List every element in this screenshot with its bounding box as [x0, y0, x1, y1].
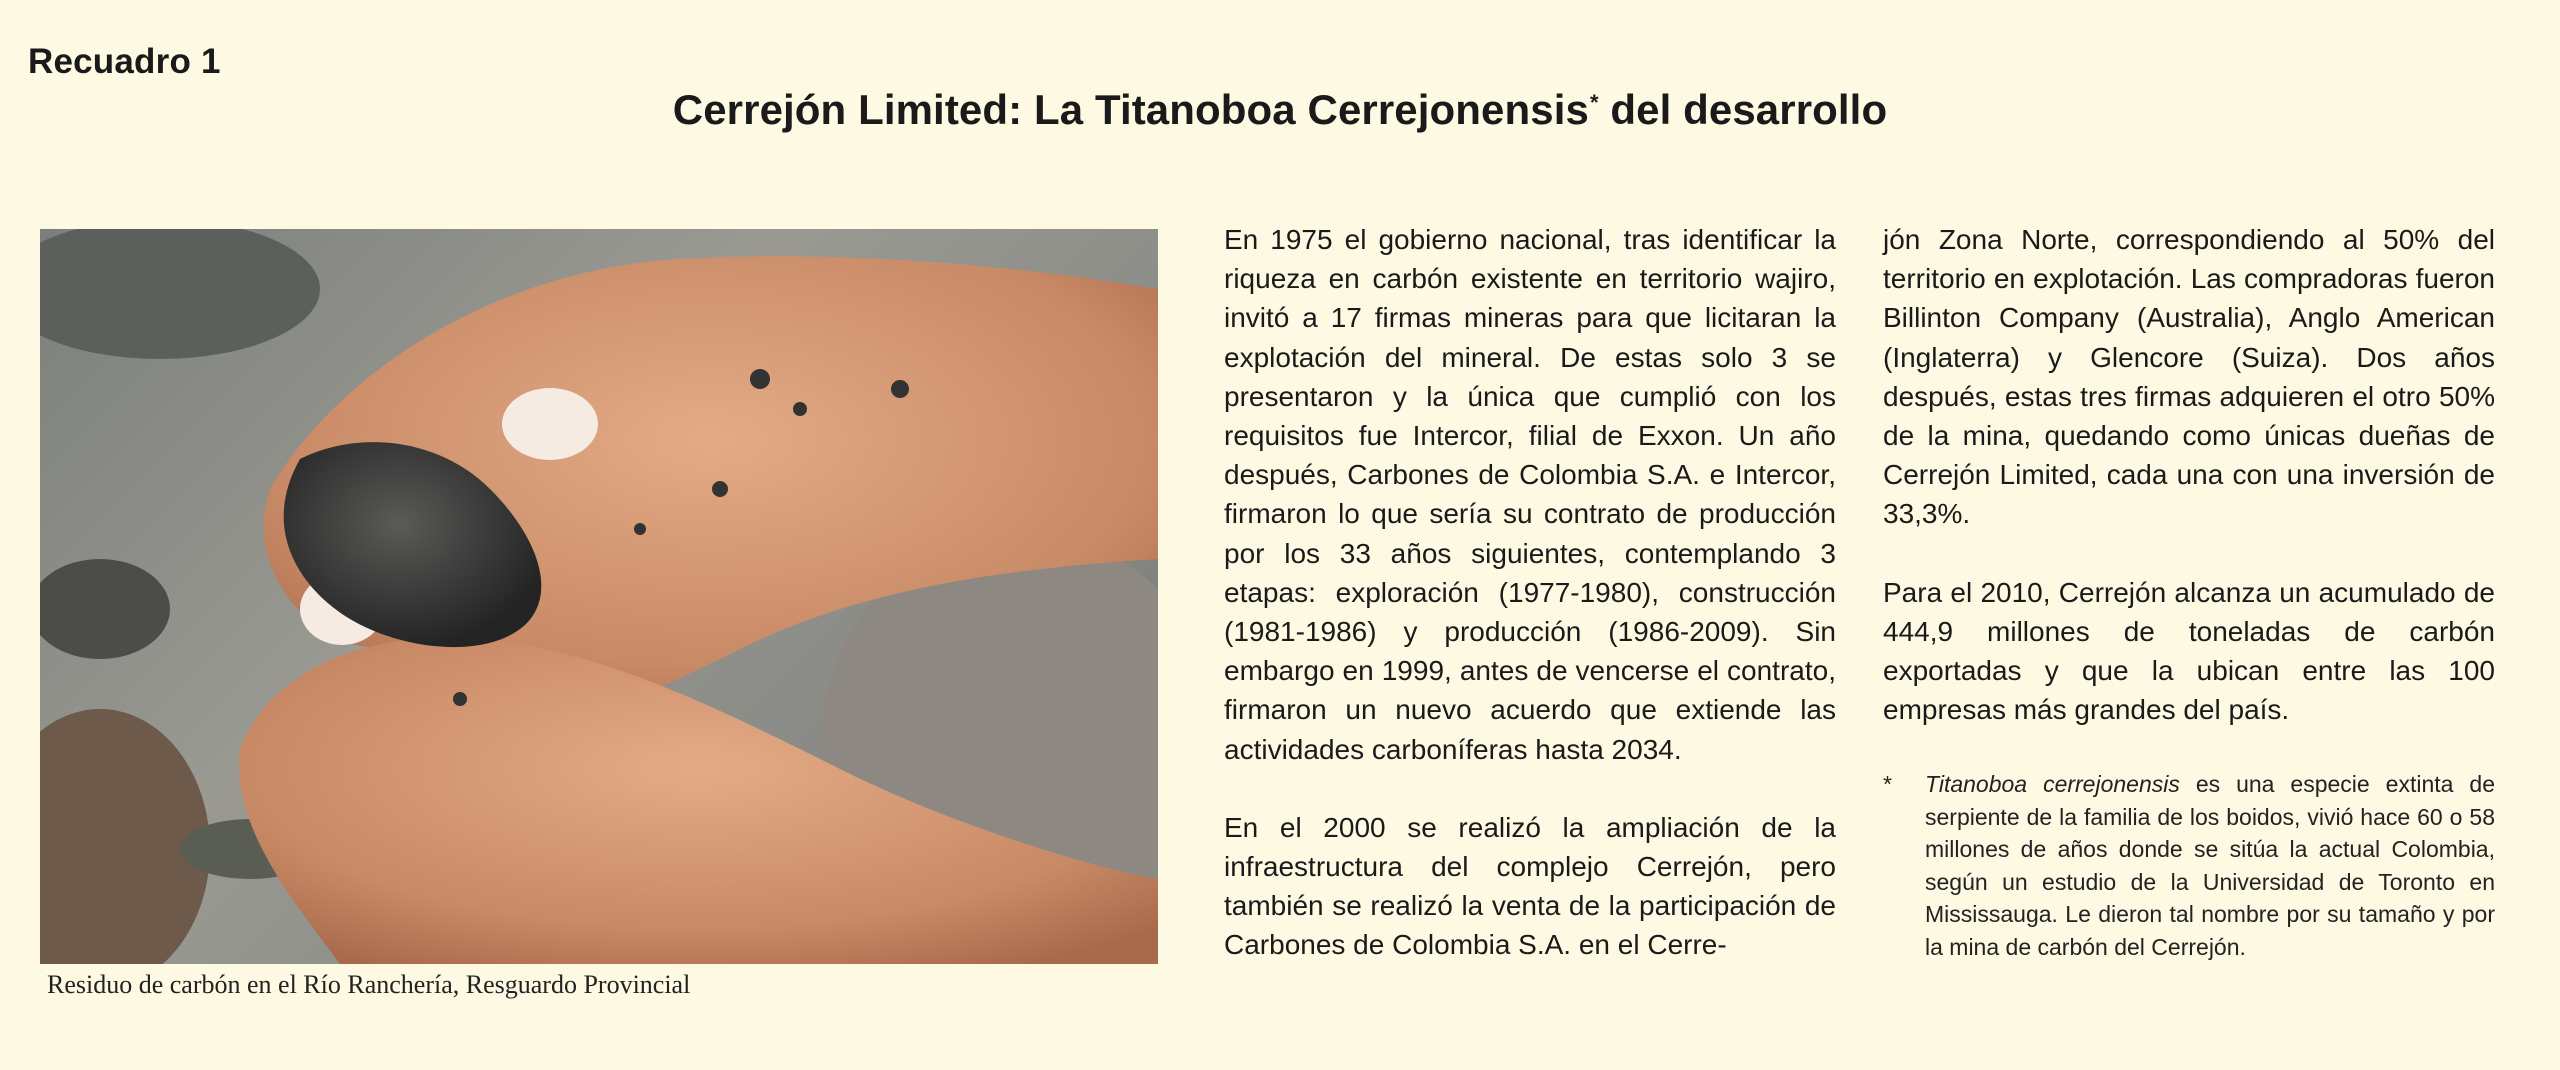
- coal-speck: [634, 523, 646, 535]
- text-column-right: [1883, 220, 2495, 768]
- coal-speck: [891, 380, 909, 398]
- coal-speck: [750, 369, 770, 389]
- footnote-species: Titanoboa cerrejonensis: [1925, 771, 2180, 797]
- paragraph-history: En 1975 el gobierno nacional, tras identificar la riqueza en carbón existente en territorio wajiro, invitó a 17 firmas mineras para que licitaran la explotación del mineral. De estas solo 3 se presentaron y la única que cumplió con los requisitos fue Intercor, filial de Exxon. Un año después, Carbones de Colombia S.A. e Intercor, firmaron lo que sería su contrato de producción por los 33 años siguientes, contemplando 3 etapas: exploración (1977-1980), construcción (1981-1986) y producción (1986-2009). Sin embargo en 1999, antes de vencerse el contrato, firmaron un nuevo acuerdo que extiende las actividades carboníferas hasta 2034.: [1224, 224, 1836, 765]
- paragraph-expansion: En el 2000 se realizó la ampliación de la infraestructura del complejo Cerrejón, pero también se realizó la venta de la participación de Carbones de Colombia S.A. en el Cerre-: [1224, 811, 1836, 961]
- text-column-left: [1224, 220, 1836, 1004]
- rock-mid-left: [40, 559, 170, 659]
- rock-top-left: [40, 229, 320, 359]
- paragraph-ownership: jón Zona Norte, correspondiendo al 50% del territorio en explotación. Las compradoras fueron Billinton Company (Australia), Anglo American (Inglaterra) y Glencore (Suiza). Dos años después, estas tres firmas adquieren el otro 50% de la mina, quedando como únicas dueñas de Cerrejón Limited, cada una con una inversión de 33,3%.: [1883, 224, 2495, 530]
- title-footnote-marker: *: [1589, 90, 1599, 115]
- footnote-body: es una especie extinta de serpiente de la familia de los boidos, vivió hace 60 o 58 millones de años donde se sitúa la actual Colombia, según un estudio de la Universidad de Toronto en Mississauga. Le dieron tal nombre por su tamaño y por la mina de carbón del Cerrejón.: [1925, 771, 2495, 960]
- coal-speck: [712, 481, 728, 497]
- box-label: Recuadro 1: [28, 42, 221, 81]
- fingernail-upper: [502, 388, 598, 460]
- photo-caption: Residuo de carbón en el Río Ranchería, Resguardo Provincial: [47, 970, 691, 999]
- coal-speck: [793, 402, 807, 416]
- page-title: [0, 86, 2560, 134]
- title-main: Cerrejón Limited: La Titanoboa Cerrejonensis: [672, 86, 1589, 133]
- coal-speck: [453, 692, 467, 706]
- paragraph-production: Para el 2010, Cerrejón alcanza un acumulado de 444,9 millones de toneladas de carbón exportadas y que la ubican entre las 100 empresas más grandes del país.: [1883, 576, 2495, 726]
- rock-bottom-left: [40, 709, 210, 964]
- footnote-marker: *: [1883, 771, 1892, 797]
- coal-residue-photo: [40, 229, 1158, 964]
- title-rest: del desarrollo: [1598, 86, 1888, 133]
- footnote: [1883, 768, 2495, 963]
- footnote-text: [1925, 768, 2495, 963]
- hands-holding-coal-illustration: [40, 229, 1158, 964]
